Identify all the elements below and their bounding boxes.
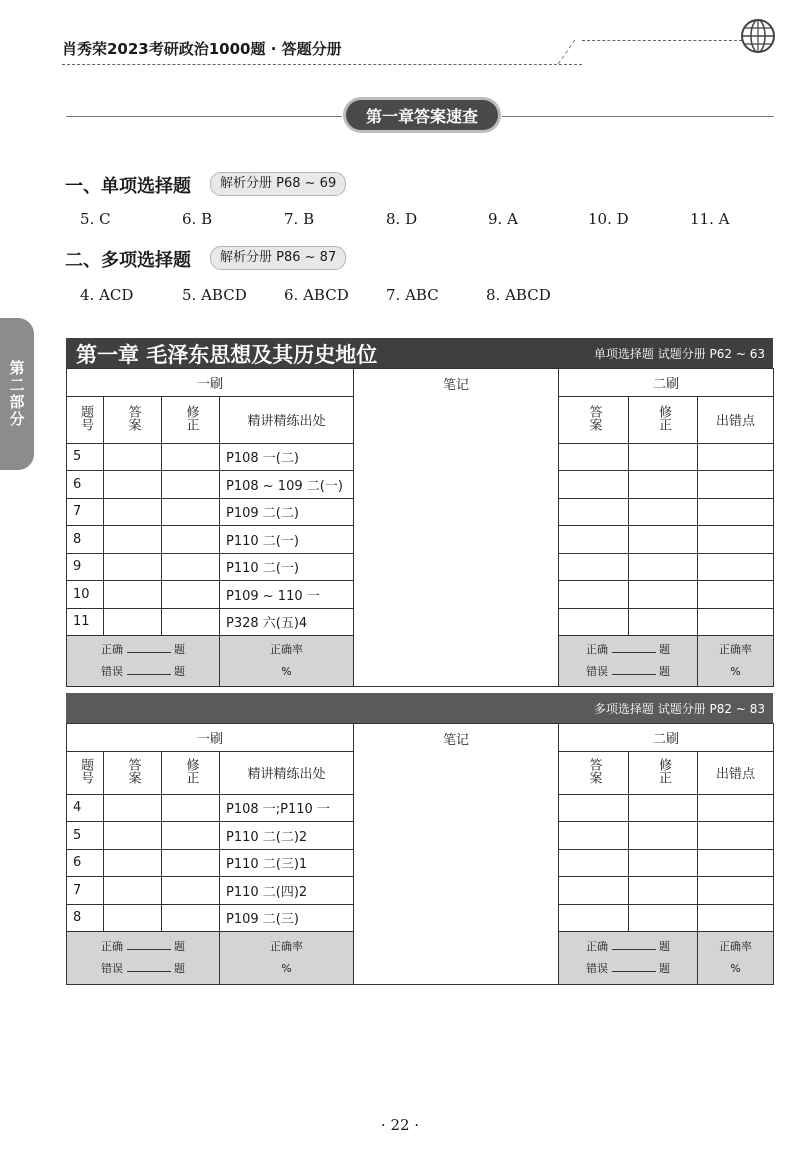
right-count-blank[interactable]	[612, 642, 656, 653]
answer-cell[interactable]	[559, 849, 629, 877]
answer-cell[interactable]	[104, 553, 162, 581]
correction-cell[interactable]	[629, 822, 698, 850]
answer-cell[interactable]	[104, 526, 162, 554]
source-cell: P328 六(五)4	[220, 608, 354, 636]
answer-item: 6. B	[182, 210, 213, 228]
answer-header-2: 答案	[559, 396, 629, 443]
chapter-bar	[66, 338, 773, 368]
question-number: 8	[67, 526, 104, 554]
answer-item: 9. A	[488, 210, 518, 228]
correction-header: 修正	[162, 751, 220, 794]
answer-cell[interactable]	[559, 904, 629, 932]
answer-cell[interactable]	[559, 877, 629, 905]
answer-cell[interactable]	[559, 822, 629, 850]
source-cell: P110 二(一)	[220, 553, 354, 581]
source-cell: P109 二(三)	[220, 904, 354, 932]
answer-cell[interactable]	[559, 794, 629, 822]
correction-cell[interactable]	[629, 498, 698, 526]
answer-cell[interactable]	[104, 794, 162, 822]
answer-cell[interactable]	[559, 581, 629, 609]
question-number: 7	[67, 498, 104, 526]
source-cell: P109 ~ 110 一	[220, 581, 354, 609]
correction-cell[interactable]	[162, 608, 220, 636]
right-count-blank[interactable]	[612, 939, 656, 950]
error-point-cell[interactable]	[698, 498, 774, 526]
answer-item: 4. ACD	[80, 286, 134, 304]
answer-cell[interactable]	[104, 822, 162, 850]
answer-cell[interactable]	[104, 498, 162, 526]
first-pass-header: 一刷	[67, 369, 354, 397]
error-point-cell[interactable]	[698, 608, 774, 636]
correction-cell[interactable]	[162, 849, 220, 877]
answer-cell[interactable]	[104, 581, 162, 609]
correction-cell[interactable]	[629, 471, 698, 499]
error-point-cell[interactable]	[698, 526, 774, 554]
globe-icon	[740, 18, 776, 54]
correction-cell[interactable]	[629, 877, 698, 905]
source-header: 精讲精练出处	[220, 396, 354, 443]
answer-cell[interactable]	[559, 526, 629, 554]
question-number: 6	[67, 471, 104, 499]
answer-item: 7. ABC	[386, 286, 439, 304]
num-header: 题号	[67, 396, 104, 443]
header-rule	[62, 64, 582, 65]
accuracy-cell-2: 正确率 %	[698, 636, 774, 687]
answer-cell[interactable]	[104, 608, 162, 636]
answer-item: 8. D	[386, 210, 418, 228]
correction-cell[interactable]	[629, 608, 698, 636]
multi-choice-ref-tag: 解析分册 P86 ~ 87	[210, 246, 346, 270]
question-number: 9	[67, 553, 104, 581]
error-point-cell[interactable]	[698, 471, 774, 499]
source-header: 精讲精练出处	[220, 751, 354, 794]
source-cell: P108 ~ 109 二(一)	[220, 471, 354, 499]
correction-header-2: 修正	[629, 751, 698, 794]
score-count-cell: 正确 题 错误 题	[67, 932, 220, 985]
multi-choice-table	[66, 723, 774, 985]
error-point-cell[interactable]	[698, 822, 774, 850]
error-point-cell[interactable]	[698, 443, 774, 471]
correction-cell[interactable]	[629, 526, 698, 554]
multi-choice-bar	[66, 693, 773, 723]
single-choice-table	[66, 368, 774, 687]
multi-choice-heading: 二、多项选择题	[65, 250, 191, 271]
answer-item: 5. ABCD	[182, 286, 247, 304]
answer-cell[interactable]	[104, 443, 162, 471]
error-point-cell[interactable]	[698, 794, 774, 822]
accuracy-cell-2: 正确率 %	[698, 932, 774, 985]
second-pass-header: 二刷	[559, 369, 774, 397]
correction-cell[interactable]	[162, 877, 220, 905]
notes-header: 笔记	[443, 378, 470, 393]
correction-cell[interactable]	[162, 553, 220, 581]
source-cell: P110 二(四)2	[220, 877, 354, 905]
error-point-cell[interactable]	[698, 581, 774, 609]
correction-cell[interactable]	[162, 443, 220, 471]
question-number: 6	[67, 849, 104, 877]
source-cell: P108 一;P110 一	[220, 794, 354, 822]
correction-header-2: 修正	[629, 396, 698, 443]
correction-cell[interactable]	[162, 498, 220, 526]
correction-cell[interactable]	[162, 526, 220, 554]
notes-header: 笔记	[443, 733, 470, 748]
score-count-cell-2: 正确 题 错误 题	[559, 932, 698, 985]
correction-cell[interactable]	[629, 904, 698, 932]
section-title: 第一章答案速查	[346, 100, 498, 130]
correction-cell[interactable]	[629, 553, 698, 581]
answer-header-2: 答案	[559, 751, 629, 794]
correction-cell[interactable]	[629, 581, 698, 609]
question-number: 8	[67, 904, 104, 932]
source-cell: P108 一(二)	[220, 443, 354, 471]
header-rule-step	[558, 40, 606, 64]
running-header: 肖秀荣2023考研政治1000题 · 答题分册	[62, 40, 342, 58]
multi-choice-question-ref: 多项选择题 试题分册 P82 ~ 83	[593, 702, 765, 716]
page-number: · 22 ·	[380, 1116, 420, 1134]
correction-cell[interactable]	[162, 904, 220, 932]
second-pass-header: 二刷	[559, 724, 774, 752]
right-count-blank[interactable]	[127, 642, 171, 653]
answer-item: 11. A	[690, 210, 730, 228]
answer-item: 5. C	[80, 210, 111, 228]
wrong-count-blank[interactable]	[612, 664, 656, 675]
section-rule-left	[66, 116, 342, 117]
question-number: 10	[67, 581, 104, 609]
chapter-title: 第一章 毛泽东思想及其历史地位	[76, 342, 378, 367]
answer-cell[interactable]	[104, 849, 162, 877]
answer-item: 7. B	[284, 210, 315, 228]
error-point-cell[interactable]	[698, 849, 774, 877]
source-cell: P110 二(一)	[220, 526, 354, 554]
accuracy-cell: 正确率 %	[220, 636, 354, 687]
answer-cell[interactable]	[104, 471, 162, 499]
error-point-header: 出错点	[698, 396, 774, 443]
single-choice-question-ref: 单项选择题 试题分册 P62 ~ 63	[593, 347, 765, 361]
wrong-count-blank[interactable]	[127, 664, 171, 675]
correction-header: 修正	[162, 396, 220, 443]
accuracy-cell: 正确率 %	[220, 932, 354, 985]
answer-header: 答案	[104, 751, 162, 794]
answer-cell[interactable]	[559, 608, 629, 636]
correction-cell[interactable]	[162, 471, 220, 499]
question-number: 4	[67, 794, 104, 822]
answer-item: 8. ABCD	[486, 286, 551, 304]
error-point-header: 出错点	[698, 751, 774, 794]
score-count-cell: 正确 题 错误 题	[67, 636, 220, 687]
source-cell: P109 二(二)	[220, 498, 354, 526]
error-point-cell[interactable]	[698, 877, 774, 905]
answer-cell[interactable]	[559, 443, 629, 471]
correction-cell[interactable]	[629, 849, 698, 877]
header-rule-upper	[582, 40, 742, 41]
first-pass-header: 一刷	[67, 724, 354, 752]
wrong-count-blank[interactable]	[127, 961, 171, 972]
section-rule-right	[502, 116, 774, 117]
answer-cell[interactable]	[104, 877, 162, 905]
error-point-cell[interactable]	[698, 553, 774, 581]
error-point-cell[interactable]	[698, 904, 774, 932]
right-count-blank[interactable]	[127, 939, 171, 950]
notes-column[interactable]	[354, 369, 559, 687]
question-number: 5	[67, 822, 104, 850]
source-cell: P110 二(三)1	[220, 849, 354, 877]
answer-header: 答案	[104, 396, 162, 443]
question-number: 5	[67, 443, 104, 471]
correction-cell[interactable]	[629, 443, 698, 471]
answer-cell[interactable]	[559, 498, 629, 526]
num-header: 题号	[67, 751, 104, 794]
correction-cell[interactable]	[162, 822, 220, 850]
answer-item: 10. D	[588, 210, 629, 228]
question-number: 7	[67, 877, 104, 905]
answer-item: 6. ABCD	[284, 286, 349, 304]
question-number: 11	[67, 608, 104, 636]
notes-column[interactable]	[354, 724, 559, 985]
single-choice-heading: 一、单项选择题	[65, 176, 191, 197]
answer-cell[interactable]	[559, 471, 629, 499]
score-count-cell-2: 正确 题 错误 题	[559, 636, 698, 687]
answer-cell[interactable]	[104, 904, 162, 932]
part-side-tab: 第二部分	[0, 318, 34, 470]
correction-cell[interactable]	[629, 794, 698, 822]
source-cell: P110 二(二)2	[220, 822, 354, 850]
answer-cell[interactable]	[559, 553, 629, 581]
correction-cell[interactable]	[162, 794, 220, 822]
correction-cell[interactable]	[162, 581, 220, 609]
single-choice-ref-tag: 解析分册 P68 ~ 69	[210, 172, 346, 196]
wrong-count-blank[interactable]	[612, 961, 656, 972]
